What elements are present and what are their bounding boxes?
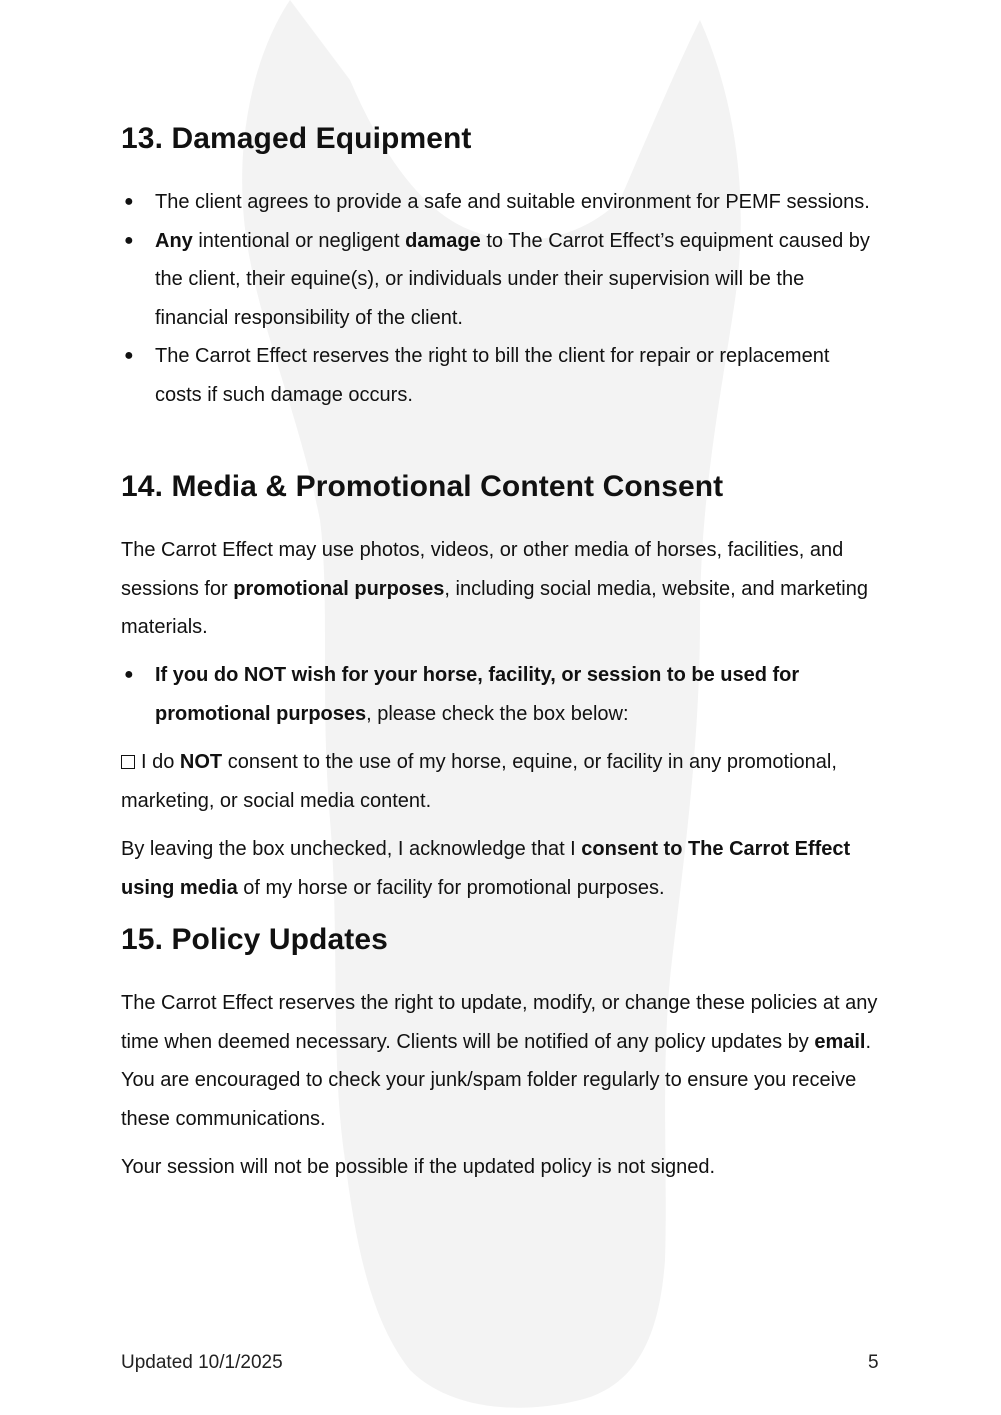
bullet-icon: ● <box>124 193 134 210</box>
text-run: . You are encouraged to check your junk/spam folder regularly to ensure you receive these communications. <box>121 1030 872 1130</box>
bold-text: Any <box>155 229 193 252</box>
text-run: to The Carrot Effect’s equipment caused by the client, their equine(s), or individuals under their supervision will be the financial responsibility of the client. <box>155 229 870 329</box>
bullet-icon: ● <box>124 666 134 683</box>
text-run: , including social media, website, and marketing materials. <box>121 577 868 638</box>
bullet-icon: ● <box>124 231 134 249</box>
list-item <box>121 222 881 338</box>
footer-updated-date: Updated 10/1/2025 <box>121 1352 283 1373</box>
bold-text: promotional purposes <box>233 577 445 600</box>
text-run: The Carrot Effect may use photos, videos, or other media of horses, facilities, and sessions for <box>121 539 844 600</box>
text-run: The client agrees to provide a safe and suitable environment for PEMF sessions. <box>155 191 870 213</box>
consent-acknowledgement <box>121 830 881 907</box>
text-run: consent to the use of my horse, equine, or facility in any promotional, marketing, or social media content. <box>121 751 837 812</box>
list-item <box>121 337 881 414</box>
section-14-list <box>121 656 881 733</box>
list-item <box>121 656 881 733</box>
text-run: I do <box>141 751 180 773</box>
footer-page-number: 5 <box>868 1352 879 1373</box>
section-14-heading: 14. Media & Promotional Content Consent <box>121 470 724 503</box>
section-13-heading: 13. Damaged Equipment <box>121 122 472 155</box>
consent-checkbox-row <box>121 743 881 820</box>
bold-text: damage <box>405 229 481 252</box>
bold-text: NOT <box>179 751 223 773</box>
bold-text: If you do NOT wish for your horse, facility, or session to be used for promotional purposes <box>155 664 800 725</box>
section-15-paragraph <box>121 984 881 1138</box>
text-run: By leaving the box unchecked, I acknowledge that I <box>121 838 582 860</box>
text-run: The Carrot Effect reserves the right to update, modify, or change these policies at any time when deemed necessary. Clients will be notified of any policy updates by <box>121 992 878 1053</box>
text-run: The Carrot Effect reserves the right to bill the client for repair or replacement costs if such damage occurs. <box>155 345 830 406</box>
section-13-list <box>121 183 881 414</box>
text-run: of my horse or facility for promotional purposes. <box>237 876 665 899</box>
text-run: , please check the box below: <box>366 702 629 725</box>
bold-text: consent to The Carrot Effect using media <box>121 838 851 899</box>
list-item <box>121 183 881 222</box>
section-15-heading: 15. Policy Updates <box>121 923 388 956</box>
no-consent-checkbox[interactable] <box>121 755 135 769</box>
consent-checkbox-label <box>121 751 837 812</box>
section-15-signature-note: Your session will not be possible if the updated policy is not signed. <box>121 1156 716 1178</box>
text-run: intentional or negligent <box>192 229 406 252</box>
bold-text: email <box>814 1030 866 1053</box>
section-14-intro <box>121 531 881 647</box>
bullet-icon: ● <box>124 347 134 364</box>
